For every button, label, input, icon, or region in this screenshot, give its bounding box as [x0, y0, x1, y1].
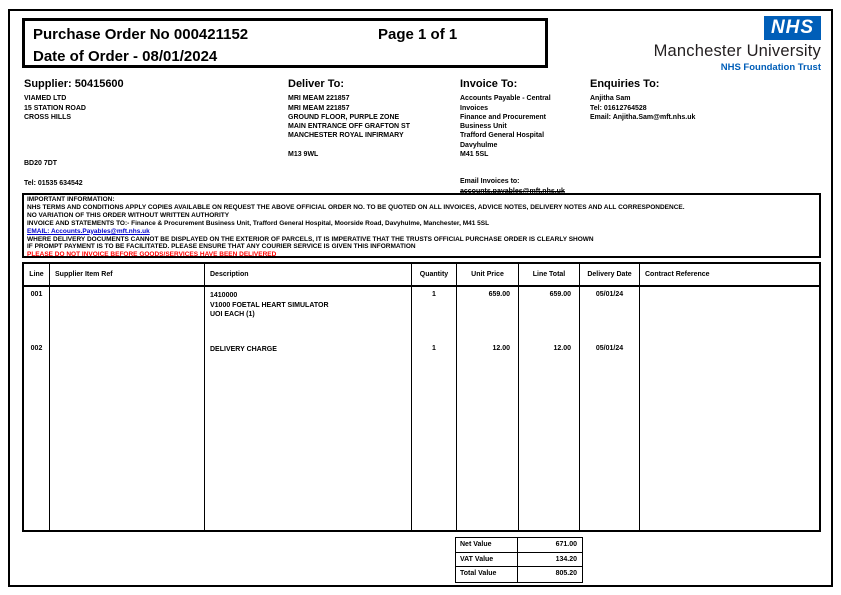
- supplier-block: [24, 80, 279, 189]
- table-header-row: [24, 264, 819, 287]
- header-delivery-date: Delivery Date: [580, 264, 640, 285]
- nhs-trust-logo: [649, 16, 821, 73]
- deliver-address-line: MANCHESTER ROYAL INFIRMARY: [288, 132, 404, 140]
- enquiries-phone: Tel: 01612764528: [590, 104, 647, 112]
- column-supplier-item-ref: [50, 287, 205, 530]
- supplier-postcode: BD20 7DT: [24, 160, 58, 168]
- row-description: [205, 345, 411, 355]
- row-unit-price: 659.00: [488, 291, 510, 298]
- po-header-box: [22, 18, 548, 68]
- header-line-total: Line Total: [519, 264, 580, 285]
- invoice-address-line: Business Unit: [460, 123, 507, 131]
- important-prompt-payment-line: IF PROMPT PAYMENT IS TO BE FACILITATED. PLEASE ENSURE THAT ANY COURIER SERVICE IS GIVEN THIS INFORMATION: [27, 243, 416, 251]
- total-value-row: [456, 567, 582, 582]
- important-no-variation-line: NO VARIATION OF THIS ORDER WITHOUT WRITTEN AUTHORITY: [27, 211, 230, 219]
- important-invoice-address-line: INVOICE AND STATEMENTS TO:- Finance & Procurement Business Unit, Trafford General Hospital, Moorside Road, Davyhulme, Manchester, M41 5SL: [27, 219, 490, 227]
- invoice-email-label: Email Invoices to:: [460, 178, 520, 186]
- row-line-number: 002: [30, 345, 43, 352]
- vat-value-amount: 134.20: [555, 555, 577, 563]
- important-title: IMPORTANT INFORMATION:: [27, 196, 115, 203]
- deliver-address-line: MAIN ENTRANCE OFF GRAFTON ST: [288, 123, 410, 131]
- invoice-address-line: Invoices: [460, 104, 489, 112]
- enquiries-contact-name: Anjitha Sam: [590, 95, 631, 103]
- row-delivery-date: 05/01/24: [595, 291, 624, 298]
- deliver-address-line: GROUND FLOOR, PURPLE ZONE: [288, 113, 400, 121]
- deliver-to-block: [288, 80, 458, 159]
- header-contract-reference: Contract Reference: [645, 271, 710, 278]
- column-line: [24, 287, 50, 530]
- description-line: UOI EACH (1): [210, 311, 255, 318]
- page-count: Page 1 of 1: [378, 26, 458, 43]
- row-line-number: 001: [30, 291, 43, 298]
- important-information-box: [22, 193, 821, 258]
- column-unit-price: [457, 287, 519, 530]
- deliver-address-line: MRI MEAM 221857: [288, 104, 350, 112]
- order-date: Date of Order - 08/01/2024: [33, 48, 218, 65]
- supplier-title: Supplier: 50415600: [24, 78, 124, 90]
- important-warning-line: PLEASE DO NOT INVOICE BEFORE GOODS/SERVICES HAVE BEEN DELIVERED: [27, 251, 277, 258]
- vat-value-row: [456, 553, 582, 568]
- invoice-address-line: M41 5SL: [460, 151, 489, 159]
- table-body: [24, 287, 819, 530]
- nhs-logo-icon: NHS: [764, 16, 821, 40]
- deliver-to-title: Deliver To:: [288, 78, 345, 90]
- header-line: Line: [24, 264, 50, 285]
- net-value-row: [456, 538, 582, 553]
- header-unit-price: Unit Price: [457, 264, 519, 285]
- description-line: V1000 FOETAL HEART SIMULATOR: [210, 301, 329, 309]
- important-terms-line: NHS TERMS AND CONDITIONS APPLY COPIES AVAILABLE ON REQUEST THE ABOVE OFFICIAL ORDER NO. TO BE QUOTED ON ALL INVOICES, ADVICE NOTES, DELIVERY NOTES AND ALL CORRESPONDENCE.: [27, 203, 685, 211]
- deliver-address-line: MRI MEAM 221857: [288, 95, 350, 103]
- trust-name: Manchester University: [653, 42, 821, 60]
- trust-subtitle: NHS Foundation Trust: [720, 62, 821, 73]
- deliver-postcode: M13 9WL: [288, 150, 319, 158]
- row-line-total: 659.00: [549, 291, 571, 298]
- invoice-address-line: Davyhulme: [460, 141, 498, 149]
- row-line-total: 12.00: [553, 345, 571, 352]
- invoice-to-title: Invoice To:: [460, 78, 518, 90]
- supplier-phone: Tel: 01535 634542: [24, 180, 83, 188]
- row-description: [205, 291, 411, 320]
- po-number: Purchase Order No 000421152: [33, 26, 249, 43]
- description-line: DELIVERY CHARGE: [210, 346, 277, 353]
- line-items-table: [22, 262, 821, 532]
- total-value-label: Total Value: [456, 567, 518, 582]
- net-value-amount: 671.00: [555, 541, 577, 548]
- row-quantity: 1: [432, 345, 436, 352]
- invoice-to-block: [460, 80, 588, 196]
- invoice-email-address: accounts.payables@mft.nhs.uk: [460, 187, 565, 195]
- important-email-link[interactable]: EMAIL: Accounts.Payables@mft.nhs.uk: [27, 227, 150, 235]
- column-line-total: [519, 287, 580, 530]
- invoice-address-line: Trafford General Hospital: [460, 132, 545, 140]
- supplier-address-line: CROSS HILLS: [24, 113, 72, 121]
- header-supplier-item-ref: Supplier Item Ref: [50, 264, 205, 285]
- invoice-address-line: Accounts Payable - Central: [460, 95, 551, 103]
- net-value-label: Net Value: [456, 538, 518, 552]
- row-unit-price: 12.00: [492, 345, 510, 352]
- totals-box: [455, 537, 583, 583]
- enquiries-block: [590, 80, 750, 122]
- row-quantity: 1: [432, 291, 436, 298]
- header-description: Description: [205, 264, 412, 285]
- column-delivery-date: [580, 287, 640, 530]
- total-value-amount: 805.20: [555, 570, 577, 577]
- important-delivery-docs-line: WHERE DELIVERY DOCUMENTS CANNOT BE DISPLAYED ON THE EXTERIOR OF PARCELS, IT IS IMPERATIVE THAT THE TRUSTS OFFICIAL PURCHASE ORDER IS CLEARLY SHOWN: [27, 235, 594, 243]
- row-delivery-date: 05/01/24: [595, 345, 624, 352]
- column-description: [205, 287, 412, 530]
- enquiries-email: Email: Anjitha.Sam@mft.nhs.uk: [590, 113, 696, 121]
- column-contract-reference: [640, 287, 819, 530]
- enquiries-title: Enquiries To:: [590, 78, 660, 90]
- column-quantity: [412, 287, 457, 530]
- supplier-address-line: VIAMED LTD: [24, 95, 67, 103]
- description-line: 1410000: [210, 292, 238, 299]
- invoice-address-line: Finance and Procurement: [460, 113, 546, 121]
- header-quantity: Quantity: [412, 264, 457, 285]
- vat-value-label: VAT Value: [456, 553, 518, 567]
- supplier-address-line: 15 STATION ROAD: [24, 104, 86, 112]
